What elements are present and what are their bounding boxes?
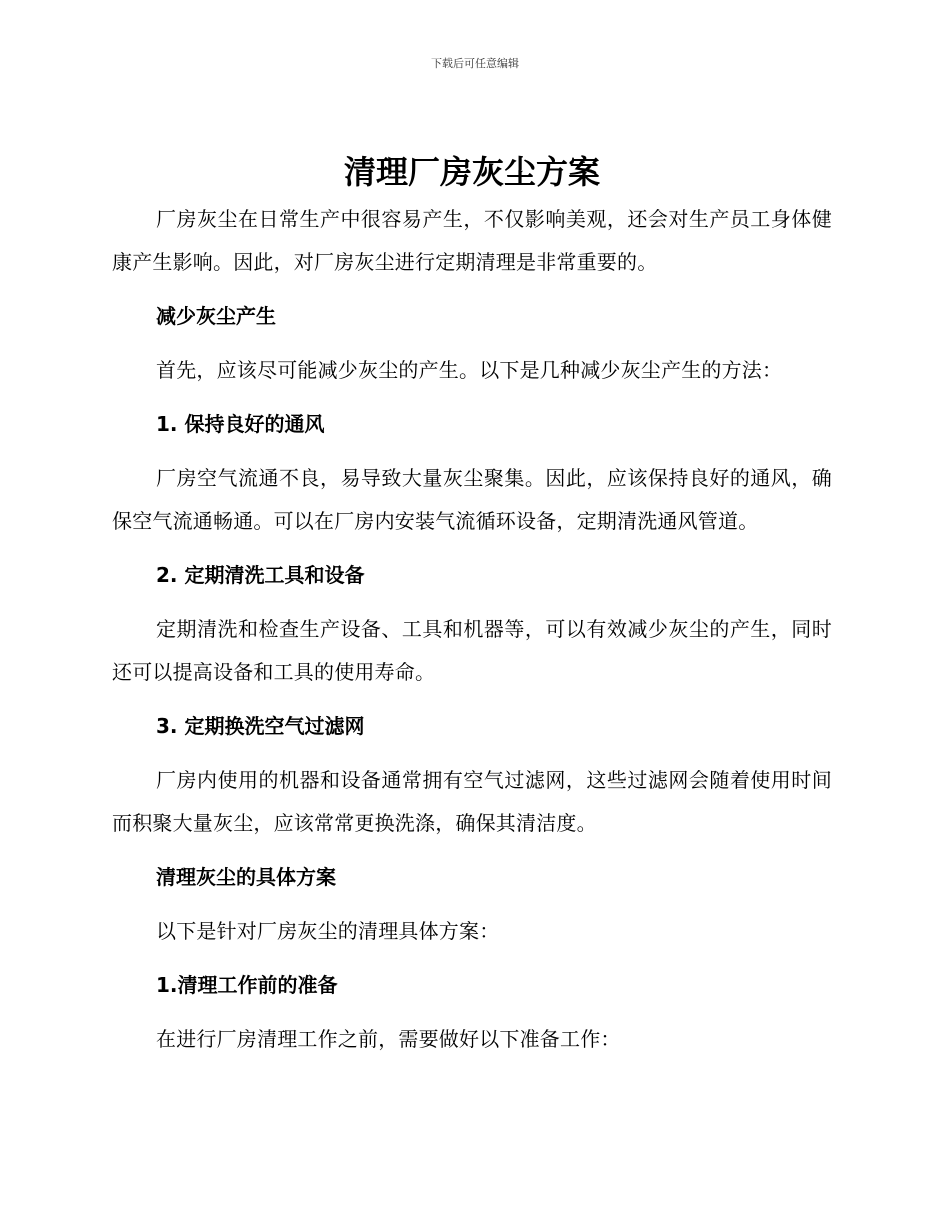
step-paragraph-preparation: 在进行厂房清理工作之前，需要做好以下准备工作：	[156, 1027, 621, 1051]
step-heading-preparation: 1.清理工作前的准备	[156, 973, 338, 997]
document-body	[112, 150, 832, 1061]
item-paragraph-air-filter: 厂房内使用的机器和设备通常拥有空气过滤网，这些过滤网会随着使用时间而积聚大量灰尘，应该常常更换洗涤，确保其清洁度。	[112, 768, 832, 835]
section-paragraph-reduce-dust: 首先，应该尽可能减少灰尘的产生。以下是几种减少灰尘产生的方法：	[156, 358, 783, 382]
item-heading-clean-tools: 2. 定期清洗工具和设备	[156, 563, 365, 587]
item-paragraph-ventilation: 厂房空气流通不良，易导致大量灰尘聚集。因此，应该保持良好的通风，确保空气流通畅通。可以在厂房内安装气流循环设备，定期清洗通风管道。	[112, 466, 832, 533]
section-paragraph-cleaning-plan: 以下是针对厂房灰尘的清理具体方案：	[156, 919, 500, 943]
item-heading-ventilation: 1. 保持良好的通风	[156, 412, 325, 436]
page-title: 清理厂房灰尘方案	[343, 153, 600, 191]
section-heading-reduce-dust: 减少灰尘产生	[156, 304, 276, 328]
item-heading-air-filter: 3. 定期换洗空气过滤网	[156, 714, 365, 738]
intro-paragraph: 厂房灰尘在日常生产中很容易产生，不仅影响美观，还会对生产员工身体健康产生影响。因此，对厂房灰尘进行定期清理是非常重要的。	[112, 207, 832, 274]
item-paragraph-clean-tools: 定期清洗和检查生产设备、工具和机器等，可以有效减少灰尘的产生，同时还可以提高设备和工具的使用寿命。	[112, 617, 832, 684]
section-heading-cleaning-plan: 清理灰尘的具体方案	[156, 865, 336, 889]
header-note: 下载后可任意编辑	[431, 57, 519, 70]
